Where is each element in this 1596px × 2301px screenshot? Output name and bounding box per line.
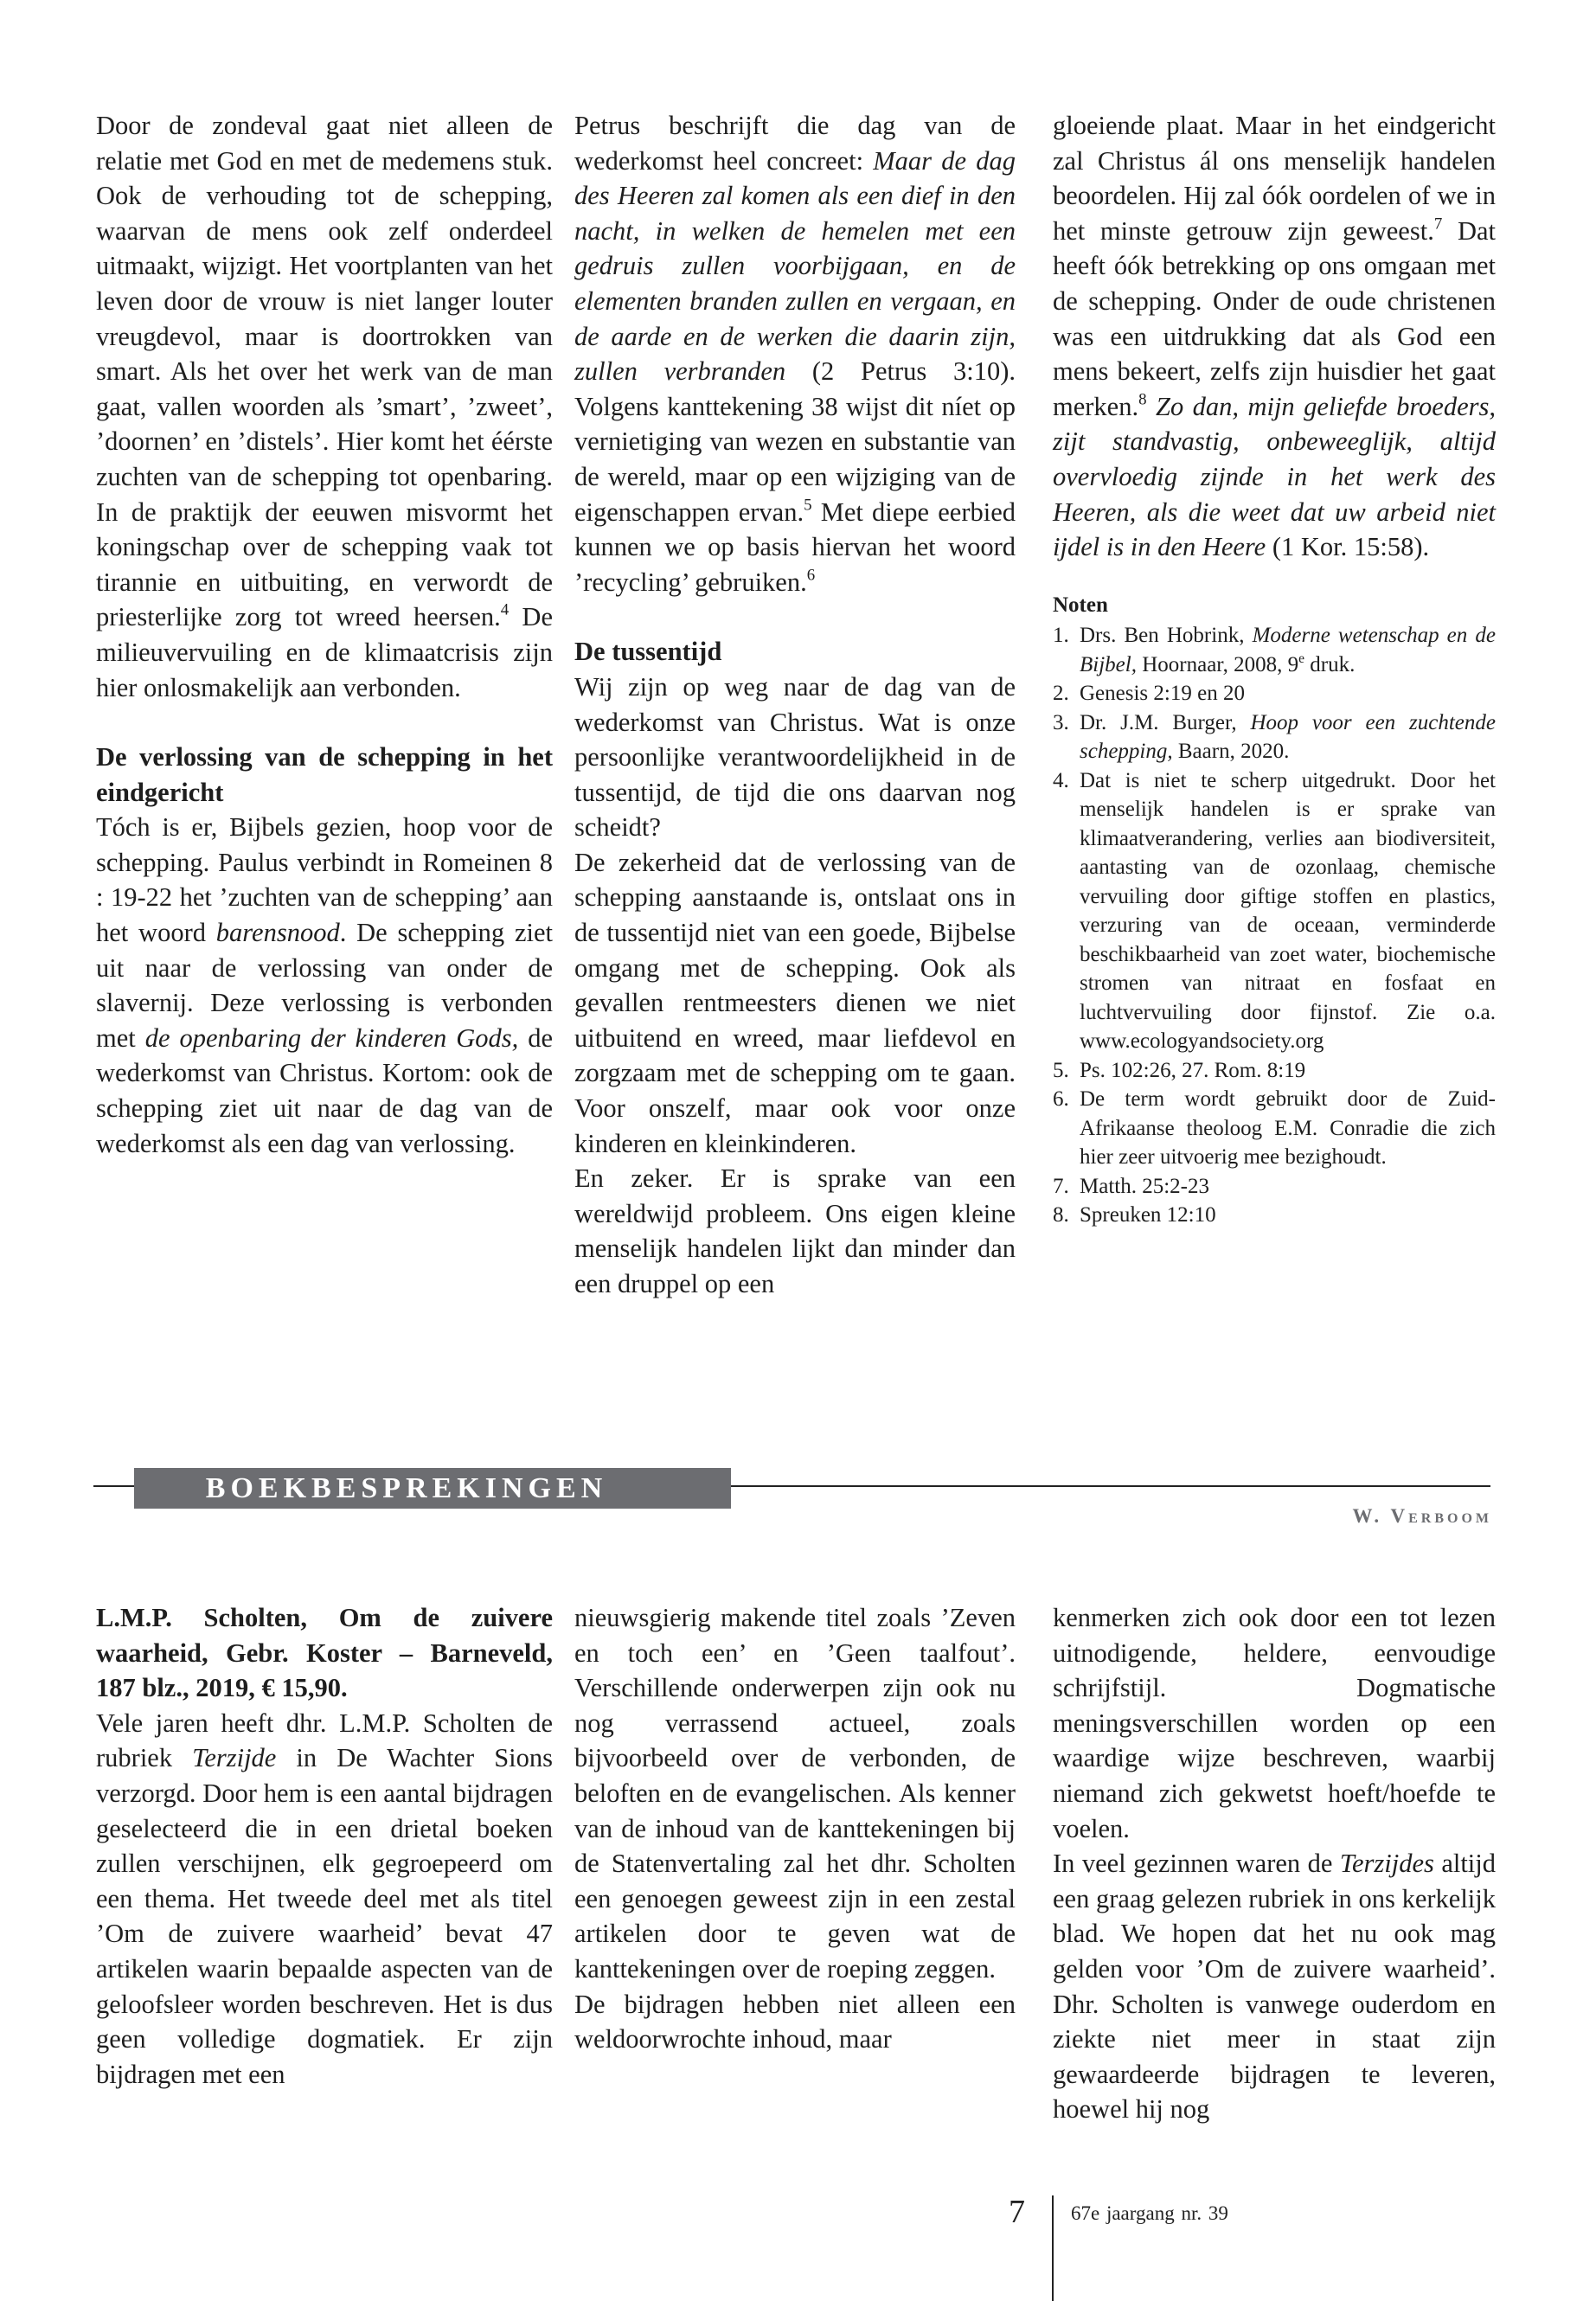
- article-paragraph: Wij zijn op weg naar de dag van de wederkomst van Christus. Wat is onze persoonlijke verantwoordelijkheid in de tussentijd, de tijd die ons daarvan nog scheidt?: [574, 671, 1016, 843]
- footnote-item: 7. Matth. 25:2-23: [1053, 1174, 1209, 1198]
- article-paragraph: Tóch is er, Bijbels gezien, hoop voor de schepping. Paulus verbindt in Romeinen 8 : 19-22 het ’zuchten van de schepping’ aan het woord barensnood. De schepping ziet uit naar de verlossing van onder de slavernij. Deze verlossing is verbonden met de openbaring der kinderen Gods, de wederkomst van Christus. Kortom: ook de schepping ziet uit naar de dag van de wederkomst als een dag van verlossing.: [96, 812, 553, 1158]
- review-paragraph: nieuwsgierig makende titel zoals ’Zeven en toch een’ en ’Geen taalfout’. Verschillende onderwerpen zijn ook nu nog verrassend actueel, zoals bijvoorbeeld over de verbonden, de beloften en de evangelischen. Als kenner van de inhoud van de kanttekeningen bij de Statenvertaling zal het dhr. Scholten een genoegen geweest zijn in een zestal artikelen door te geven wat de kanttekeningen over de roeping zeggen.: [574, 1603, 1016, 1984]
- footnote-ref[interactable]: 7: [1433, 215, 1443, 234]
- footnotes: [1053, 591, 1496, 1230]
- section-banner-title: BOEKBESPREKINGEN: [205, 1471, 608, 1504]
- footnote-item: 3. Dr. J.M. Burger, Hoop voor een zuchtende schepping, Baarn, 2020.: [1053, 710, 1496, 764]
- review-paragraph: Vele jaren heeft dhr. L.M.P. Scholten de rubriek Terzijde in De Wachter Sions verzorgd. Door hem is een aantal bijdragen geselecteerd die in een drietal boeken zullen verschijnen, elk gegroepeerd om een thema. Het tweede deel met als titel ’Om de zuivere waarheid’ bevat 47 artikelen waarin bepaalde aspecten van de geloofsleer worden beschreven. Het is dus geen volledige dogmatiek. Er zijn bijdragen met een: [96, 1708, 553, 2089]
- issue-info: 67e jaargang nr. 39: [1071, 2202, 1228, 2224]
- footnote-item: 6. De term wordt gebruikt door de Zuid-Afrikaanse theoloog E.M. Conradie die zich hier zeer uitvoerig mee bezighoudt.: [1053, 1087, 1496, 1170]
- article-paragraph: Petrus beschrijft die dag van de wederkomst heel concreet: Maar de dag des Heeren zal komen als een dief in den nacht, in welken de hemelen met een gedruis zullen voorbijgaan, en de elementen branden zullen en vergaan, en de aarde en de werken die daarin zijn, zullen verbranden (2 Petrus 3:10). Volgens kanttekening 38 wijst dit níet op vernietiging van wezen en substantie van de wereld, maar op een wijziging van de eigenschappen ervan.$^5$ Met diepe eerbied kunnen we op basis hiervan het woord ’recycling’ gebruiken.$^6$: [574, 111, 1016, 597]
- review-column-3: [1053, 1600, 1496, 2127]
- footnote-item: 1. Drs. Ben Hobrink, Moderne wetenschap en de Bijbel, Hoornaar, 2008, 9e druk.: [1053, 624, 1496, 676]
- review-book-title: L.M.P. Scholten, Om de zuivere waarheid, Gebr. Koster – Barneveld, 187 blz., 2019, € 15,90.: [96, 1603, 553, 1703]
- footnote-item: 5. Ps. 102:26, 27. Rom. 8:19: [1053, 1058, 1306, 1082]
- footnote-ref[interactable]: 5: [804, 496, 812, 515]
- section-banner: [134, 1468, 731, 1509]
- page-number: 7: [1009, 2194, 1025, 2230]
- article-column-1: [96, 108, 553, 1161]
- article-paragraph: En zeker. Er is sprake van een wereldwijd probleem. Ons eigen kleine menselijk handelen lijkt dan minder dan een druppel op een: [574, 1163, 1016, 1298]
- review-paragraph: In veel gezinnen waren de Terzijdes altijd een graag gelezen rubriek in ons kerkelijk blad. We hopen dat het nu ook mag gelden voor ’Om de zuivere waarheid’. Dhr. Scholten is vanwege ouderdom en ziekte niet meer in staat zijn gewaardeerde bijdragen te leveren, hoewel hij nog: [1053, 1849, 1497, 2125]
- footnotes-title: Noten: [1053, 593, 1108, 617]
- article-paragraph: Door de zondeval gaat niet alleen de relatie met God en met de medemens stuk. Ook de verhouding tot de schepping, waarvan de mens ook zelf onderdeel uitmaakt, wijzigt. Het voortplanten van het leven door de vrouw is niet langer louter vreugdevol, maar is doortrokken van smart. Als het over het werk van de man gaat, vallen woorden als ’smart’, ’zweet’, ’doornen’ en ’distels’. Hier komt het éérste zuchten van de schepping tot openbaring. In de praktijk der eeuwen misvormt het koningschap over de schepping vaak tot tirannie en uitbuiting, en verwordt de priesterlijke zorg tot wreed heersen.$^4$ De milieuvervuiling en de klimaatcrisis zijn hier onlosmakelijk aan verbonden.: [96, 111, 553, 702]
- article-paragraph: De zekerheid dat de verlossing van de schepping aanstaande is, ontslaat ons in de tussentijd niet van een goede, Bijbelse omgang met de schepping. Ook als gevallen rentmeesters dienen we niet uitbuitend en wreed, maar liefdevol en zorgzaam met de schepping om te gaan. Voor onszelf, maar ook voor onze kinderen en kleinkinderen.: [574, 847, 1016, 1158]
- section-heading: De tussentijd: [574, 637, 722, 667]
- footnotes-list: [1053, 621, 1496, 1230]
- article-column-3: [1053, 108, 1496, 1230]
- footnote-item: 4. Dat is niet te scherp uitgedrukt. Door het menselijk handelen is er sprake van klimaatverandering, verlies aan biodiversiteit, aantasting van de ozonlaag, chemische vervuiling door giftige stoffen en plastics, verzuring van de oceaan, verminderde beschikbaarheid van zoet water, biochemische stromen van nitraat en fosfaat en luchtvervuiling door fijnstof. Zie o.a. www.ecologyandsociety.org: [1053, 768, 1496, 1054]
- banner-rule-left: [93, 1485, 137, 1487]
- review-paragraph: De bijdragen hebben niet alleen een weldoorwrochte inhoud, maar: [574, 1989, 1016, 2054]
- review-paragraph: kenmerken zich ook door een tot lezen uitnodigende, heldere, eenvoudige schrijfstijl. Dogmatische meningsverschillen worden op een waardige wijze beschreven, waarbij niemand zich gekwetst hoeft/hoefde te voelen.: [1053, 1603, 1496, 1843]
- review-column-2: [574, 1600, 1016, 2057]
- footnote-item: 2. Genesis 2:19 en 20: [1053, 682, 1245, 706]
- footnote-ref[interactable]: 6: [806, 566, 816, 585]
- section-heading: De verlossing van de schepping in het eindgericht: [96, 742, 553, 807]
- scripture-quote: Maar de dag des Heeren zal komen als een dief in den nacht, in welken de hemelen met een gedruis zullen voorbijgaan, en de elementen branden zullen en vergaan, en de aarde en de werken die daarin zijn, zullen verbranden: [574, 145, 1016, 387]
- section-author: W. Verboom: [1352, 1505, 1492, 1527]
- footnote-item: 8. Spreuken 12:10: [1053, 1203, 1216, 1227]
- footer-divider: [1052, 2195, 1054, 2301]
- banner-rule-right: [729, 1485, 1490, 1487]
- article-paragraph: gloeiende plaat. Maar in het eindgericht zal Christus ál ons menselijk handelen beoordelen. Hij zal óók oordelen of we in het minste getrouw zijn geweest.$^7$ Dat heeft óók betrekking op ons omgaan met de schepping. Onder de oude christenen was een uitdrukking dat als God een mens bekeert, zelfs zijn huisdier het gaat merken.$^8$ Zo dan, mijn geliefde broeders, zijt standvastig, onbeweeglijk, altijd overvloedig zijnde in het werk des Heeren, als die weet dat uw arbeid niet ijdel is in den Heere (1 Kor. 15:58).: [1053, 111, 1496, 562]
- review-column-1: [96, 1600, 553, 2092]
- scripture-quote: Zo dan, mijn geliefde broeders, zijt standvastig, onbeweeglijk, altijd overvloedig zijnde in het werk des Heeren, als die weet dat uw arbeid niet ijdel is in den Heere: [1053, 391, 1496, 562]
- footnote-ref[interactable]: 8: [1138, 390, 1147, 409]
- article-column-2: [574, 108, 1016, 1302]
- footnote-ref[interactable]: 4: [500, 601, 510, 620]
